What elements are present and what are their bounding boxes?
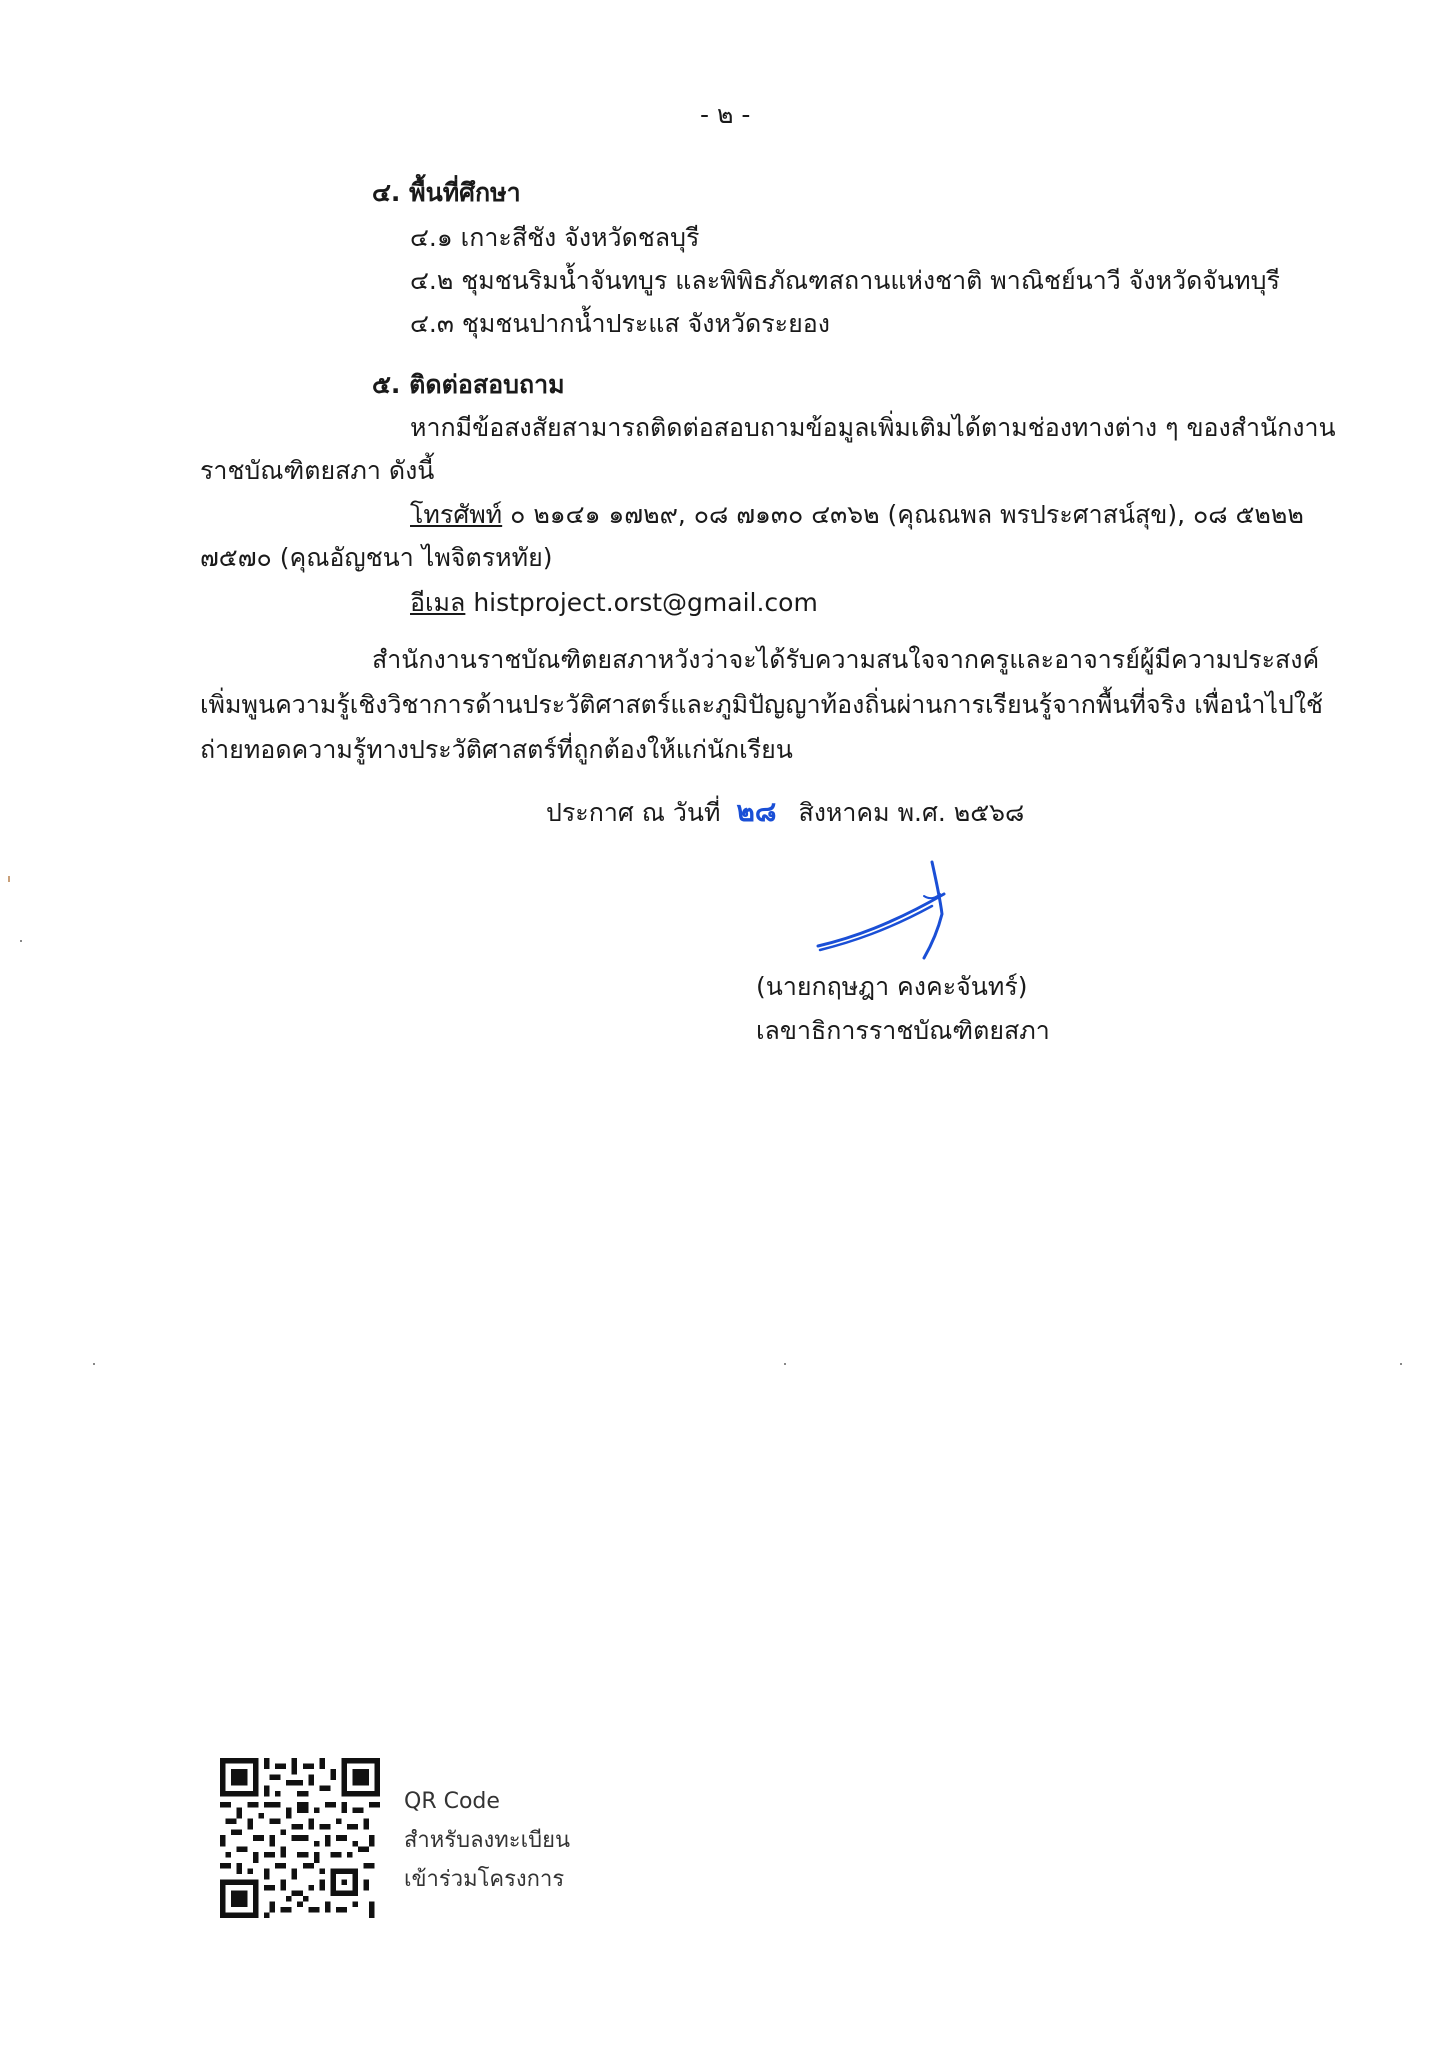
qr-caption-line2: สำหรับลงทะเบียน: [404, 1828, 571, 1853]
email-address: histproject.orst@gmail.com: [473, 588, 818, 617]
email-label: อีเมล: [410, 588, 466, 617]
phone-numbers-line1: ๐ ๒๑๔๑ ๑๗๒๙, ๐๘ ๗๑๓๐ ๔๓๖๒ (คุณณพล พรประศาสน์สุข), ๐๘ ๕๒๒๒: [510, 500, 1304, 529]
signature-image: [812, 858, 952, 968]
scan-speck: [93, 1363, 95, 1365]
announcement-day: ๒๘: [736, 795, 777, 828]
phone-numbers-line2: ๗๕๗๐ (คุณอัญชนา ไพจิตรหทัย): [200, 543, 553, 572]
email-row: [410, 586, 818, 620]
scan-speck: [8, 876, 10, 882]
announcement-month-year: สิงหาคม พ.ศ. ๒๕๖๘: [798, 798, 1025, 827]
closing-line2: เพิ่มพูนความรู้เชิงวิชาการด้านประวัติศาสตร์และภูมิปัญญาท้องถิ่นผ่านการเรียนรู้จากพื้นที่จริง เพื่อนำไปใช้: [200, 690, 1323, 719]
signatory-name: (นายกฤษฎา คงคะจันทร์): [756, 972, 1028, 1001]
announcement-prefix: ประกาศ ณ วันที่: [546, 798, 721, 827]
section5-heading: ๕. ติดต่อสอบถาม: [372, 370, 565, 399]
scan-speck: [784, 1363, 786, 1365]
section4-item-2: ๔.๒ ชุมชนริมน้ำจันทบูร และพิพิธภัณฑสถานแห่งชาติ พาณิชย์นาวี จังหวัดจันทบุรี: [410, 266, 1280, 295]
section5-intro-line2: ราชบัณฑิตยสภา ดังนี้: [200, 456, 435, 485]
scan-speck: [1400, 1363, 1402, 1365]
section4-item-1: ๔.๑ เกาะสีชัง จังหวัดชลบุรี: [410, 223, 700, 252]
qr-code-image[interactable]: [220, 1758, 380, 1918]
page-number: - ๒ -: [700, 100, 751, 129]
phone-label: โทรศัพท์: [410, 500, 503, 529]
announcement-date: [546, 795, 1024, 830]
qr-caption-line3: เข้าร่วมโครงการ: [404, 1867, 565, 1892]
section5-intro-line1: หากมีข้อสงสัยสามารถติดต่อสอบถามข้อมูลเพิ่มเติมได้ตามช่องทางต่าง ๆ ของสำนักงาน: [410, 413, 1336, 442]
signatory-title: เลขาธิการราชบัณฑิตยสภา: [756, 1016, 1050, 1045]
scan-speck: [20, 940, 22, 942]
qr-caption-line1: QR Code: [404, 1789, 500, 1814]
section4-heading: ๔. พื้นที่ศึกษา: [372, 178, 521, 207]
closing-line1: สำนักงานราชบัณฑิตยสภาหวังว่าจะได้รับความสนใจจากครูและอาจารย์ผู้มีความประสงค์: [372, 645, 1320, 674]
phone-row: [410, 498, 1306, 532]
closing-line3: ถ่ายทอดความรู้ทางประวัติศาสตร์ที่ถูกต้องให้แก่นักเรียน: [200, 735, 793, 764]
section4-item-3: ๔.๓ ชุมชนปากน้ำประแส จังหวัดระยอง: [410, 309, 830, 338]
